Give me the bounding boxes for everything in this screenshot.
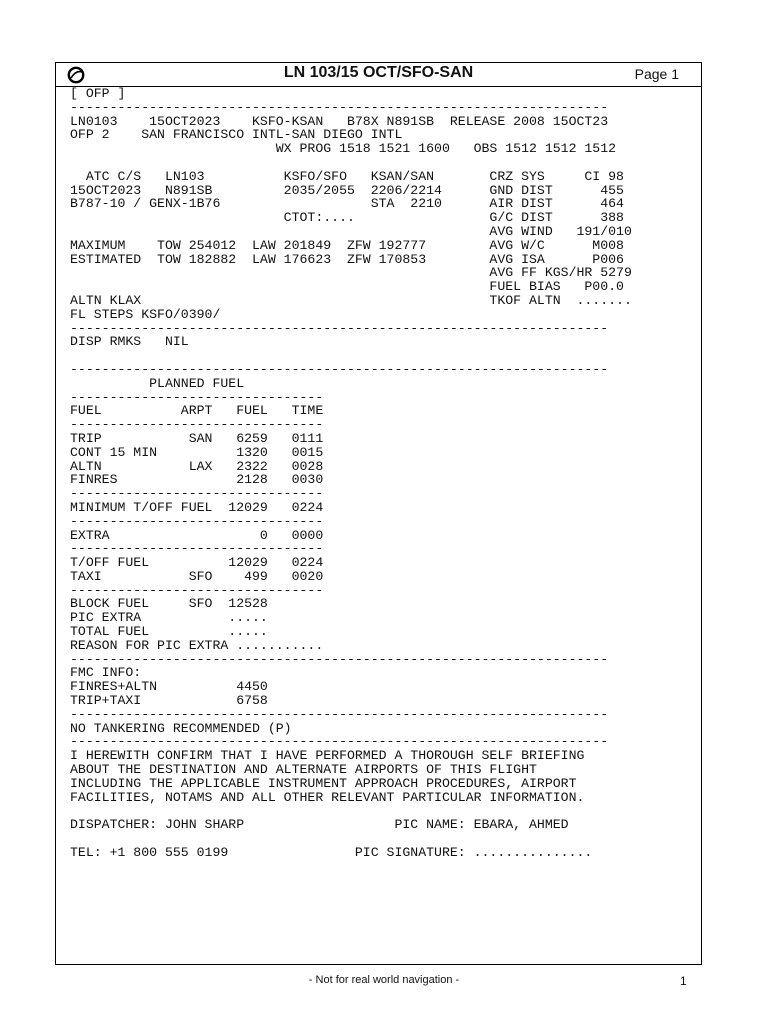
ofp-line: CONT 15 MIN 1320 0015 [70, 444, 324, 460]
ofp-line: -------------------------------- [70, 541, 324, 557]
ofp-line: ATC C/S LN103 KSFO/SFO KSAN/SAN CRZ SYS CI 98 [70, 168, 624, 184]
ofp-line: AVG FF KGS/HR 5279 [70, 265, 632, 281]
ofp-line: -------------------------------- [70, 486, 324, 502]
ofp-line: ESTIMATED TOW 182882 LAW 176623 ZFW 170853 AVG ISA P006 [70, 251, 624, 267]
ofp-line: TRIP SAN 6259 0111 [70, 430, 324, 446]
ofp-line: FL STEPS KSFO/0390/ [70, 306, 221, 322]
ofp-line: TEL: +1 800 555 0199 PIC SIGNATURE: ............... [70, 844, 593, 860]
ofp-line: ABOUT THE DESTINATION AND ALTERNATE AIRPORTS OF THIS FLIGHT [70, 762, 537, 778]
footer-page-number: 1 [680, 974, 687, 988]
ofp-line: -------------------------------------------------------------------- [70, 361, 609, 377]
ofp-line: TAXI SFO 499 0020 [70, 568, 324, 584]
ofp-line: MINIMUM T/OFF FUEL 12029 0224 [70, 499, 324, 515]
ofp-line: -------------------------------- [70, 389, 324, 405]
ofp-line: T/OFF FUEL 12029 0224 [70, 555, 324, 571]
ofp-line: FUEL ARPT FUEL TIME [70, 403, 324, 419]
ofp-line: INCLUDING THE APPLICABLE INSTRUMENT APPROACH PROCEDURES, AIRPORT [70, 775, 577, 791]
ofp-line: -------------------------------------------------------------------- [70, 320, 609, 336]
ofp-line: -------------------------------- [70, 417, 324, 433]
ofp-line: TRIP+TAXI 6758 [70, 693, 268, 709]
ofp-line: PLANNED FUEL [70, 375, 245, 391]
ofp-line: ALTN LAX 2322 0028 [70, 458, 324, 474]
ofp-line: B787-10 / GENX-1B76 STA 2210 AIR DIST 464 [70, 196, 624, 212]
ofp-line: LN0103 15OCT2023 KSFO-KSAN B78X N891SB RELEASE 2008 15OCT23 [70, 113, 609, 129]
ofp-line: FACILITIES, NOTAMS AND ALL OTHER RELEVANT PARTICULAR INFORMATION. [70, 789, 585, 805]
footer-notice: - Not for real world navigation - [308, 974, 460, 986]
ofp-line: [ OFP ] [70, 86, 126, 101]
ofp-line: -------------------------------------------------------------------- [70, 706, 609, 722]
ofp-line: FINRES+ALTN 4450 [70, 679, 268, 695]
ofp-line: FINRES 2128 0030 [70, 472, 324, 488]
ofp-line: CTOT:.... G/C DIST 388 [70, 210, 624, 226]
ofp-line: DISP RMKS NIL [70, 334, 189, 350]
flight-title: LN 103/15 OCT/SFO-SAN [283, 64, 474, 81]
ofp-line: MAXIMUM TOW 254012 LAW 201849 ZFW 192777 AVG W/C M008 [70, 237, 624, 253]
ofp-line: I HEREWITH CONFIRM THAT I HAVE PERFORMED A THOROUGH SELF BRIEFING [70, 748, 585, 764]
ofp-line: EXTRA 0 0000 [70, 527, 324, 543]
ofp-line: FUEL BIAS P00.0 [70, 279, 624, 295]
ofp-line: DISPATCHER: JOHN SHARP PIC NAME: EBARA, AHMED [70, 817, 569, 833]
ofp-line: PIC EXTRA ..... [70, 610, 268, 626]
ofp-line [70, 804, 632, 818]
ofp-line: BLOCK FUEL SFO 12528 [70, 596, 268, 612]
ofp-line: AVG WIND 191/010 [70, 223, 632, 239]
ofp-line: -------------------------------- [70, 582, 324, 598]
ofp-line: ALTN KLAX TKOF ALTN ....... [70, 292, 632, 308]
ofp-line [70, 349, 632, 363]
ofp-line: TOTAL FUEL ..... [70, 624, 268, 640]
ofp-line [70, 832, 632, 846]
ofp-line [70, 156, 632, 170]
ofp-line: 15OCT2023 N891SB 2035/2055 2206/2214 GND DIST 455 [70, 182, 624, 198]
ofp-document-frame [55, 62, 702, 965]
ofp-line: FMC INFO: [70, 665, 142, 681]
page-label: Page 1 [634, 66, 679, 82]
ofp-body-text [70, 87, 632, 860]
ofp-line: WX PROG 1518 1521 1600 OBS 1512 1512 1512 [70, 141, 617, 157]
ofp-line: REASON FOR PIC EXTRA ........... [70, 637, 324, 653]
ofp-line: NO TANKERING RECOMMENDED (P) [70, 720, 292, 736]
ofp-line: -------------------------------------------------------------------- [70, 734, 609, 750]
ofp-line: OFP 2 SAN FRANCISCO INTL-SAN DIEGO INTL [70, 127, 403, 143]
ofp-line: -------------------------------------------------------------------- [70, 99, 609, 115]
document-header [56, 63, 701, 87]
ofp-line: -------------------------------- [70, 513, 324, 529]
ofp-line: -------------------------------------------------------------------- [70, 651, 609, 667]
